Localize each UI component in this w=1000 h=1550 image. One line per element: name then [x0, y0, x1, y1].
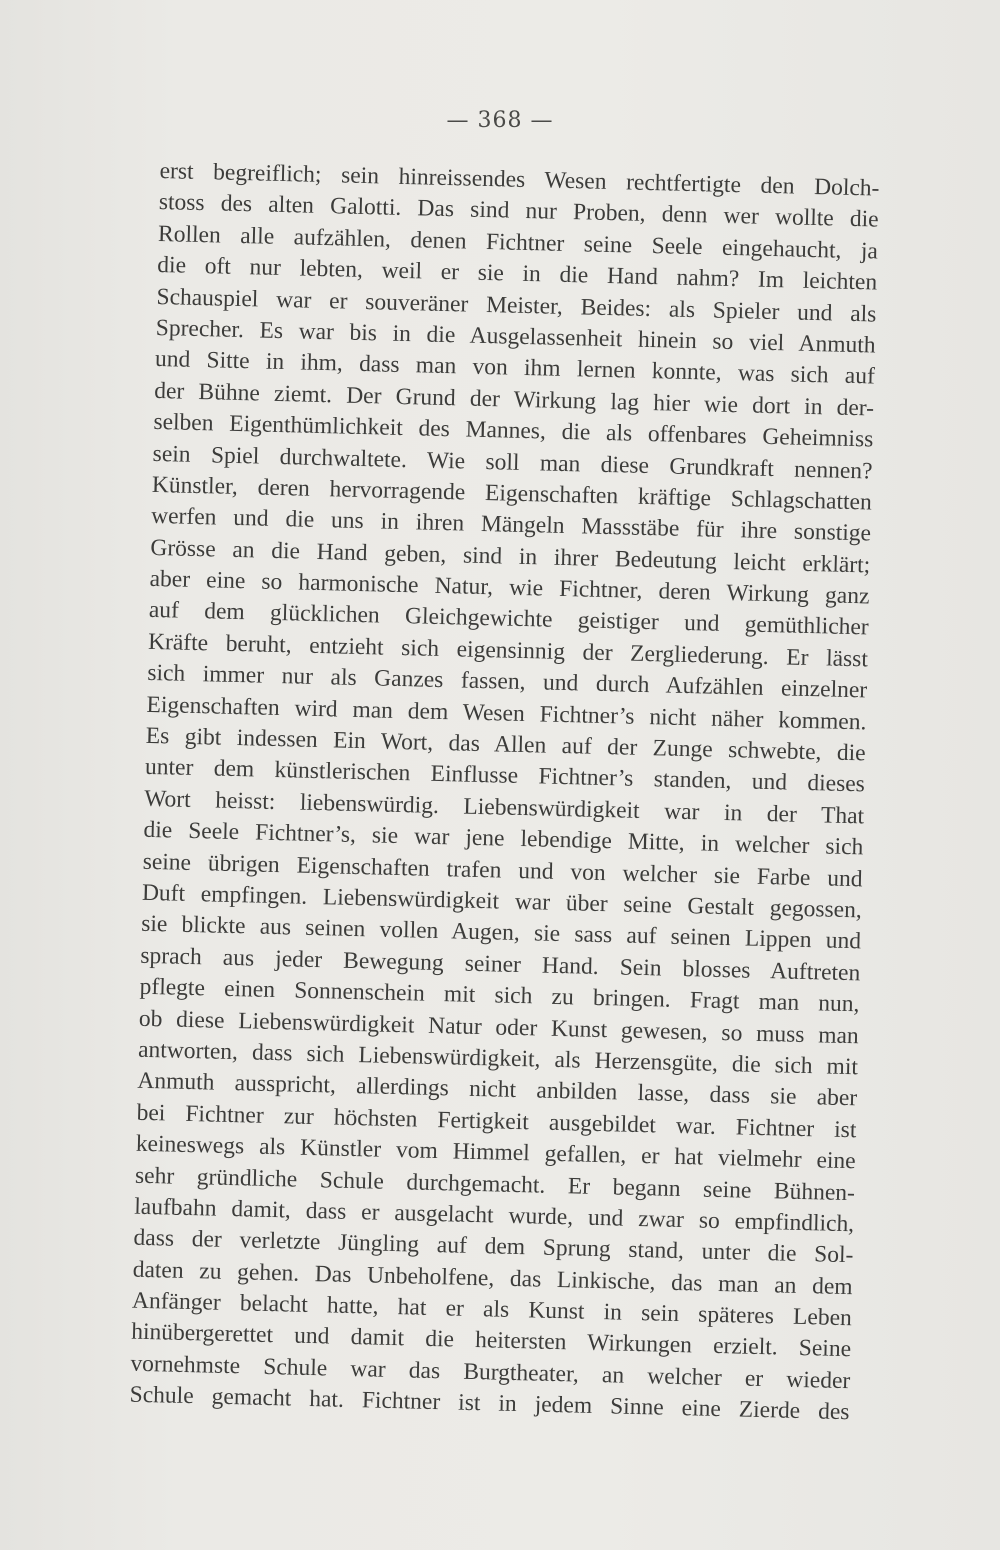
text-line: und Sitte in ihm, dass man von ihm lernen konnte, was sich auf [154, 346, 876, 390]
text-line: die Seele Fichtner’s, sie war jene lebendige Mitte, in welcher sich [143, 817, 864, 861]
text-line: Kräfte beruht, entzieht sich eigensinnig der Zergliederung. Er lässt [147, 628, 869, 673]
text-line: auf dem glücklichen Gleichgewichte geistiger und gemüthlicher [148, 597, 869, 641]
text-line: laufbahn damit, dass er ausgelacht wurde, und zwar so empfindlich, [134, 1193, 855, 1238]
text-line: unter dem künstlerischen Einflusse Fichtner’s standen, und dieses [144, 754, 866, 798]
text-line: sein Spiel durchwaltete. Wie soll man diese Grundkraft nennen? [152, 440, 873, 485]
page-body-text [129, 156, 879, 1429]
text-line: Grösse an die Hand geben, sind in ihrer Bedeutung leicht erklärt; [150, 534, 871, 579]
text-line: seine übrigen Eigenschaften trafen und von welcher sie Farbe und [142, 848, 863, 892]
text-line: sie blickte aus seinen vollen Augen, sie sass auf seinen Lippen und [140, 911, 862, 955]
text-line: Duft empfingen. Liebenswürdigkeit war über seine Gestalt gegossen, [141, 879, 863, 924]
text-line: Rollen alle aufzählen, denen Fichtner seine Seele eingehaucht, ja [157, 220, 879, 265]
text-line: antworten, dass sich Liebenswürdigkeit, als Herzensgüte, die sich mit [137, 1036, 859, 1081]
text-line: hinübergerettet und damit die heitersten Wirkungen erzielt. Seine [130, 1319, 852, 1363]
text-line: dass der verletzte Jüngling auf dem Sprung stand, unter die Sol- [133, 1224, 854, 1269]
text-line: Eigenschaften wird man dem Wesen Fichtner’s nicht näher kommen. [146, 691, 867, 736]
text-line: daten zu gehen. Das Unbeholfene, das Linkische, das man an dem [132, 1256, 853, 1300]
text-line: sehr gründliche Schule durchgemacht. Er begann seine Bühnen- [134, 1162, 856, 1206]
text-line: Es gibt indessen Ein Wort, das Allen auf der Zunge schwebte, die [145, 722, 866, 767]
text-line: erst begreiflich; sein hinreissendes Wesen rechtfertigte den Dolch- [159, 157, 880, 202]
text-line: werfen und die uns in ihren Mängeln Massstäbe für ihre sonstige [150, 503, 872, 547]
text-line: Sprecher. Es war bis in die Ausgelassenheit hinein so viel Anmuth [155, 314, 876, 359]
text-line: Schule gemacht hat. Fichtner ist in jedem Sinne eine Zierde des [129, 1381, 850, 1426]
text-line: sprach aus jeder Bewegung seiner Hand. Sein blosses Auftreten [140, 942, 861, 987]
text-line: pflegte einen Sonnenschein mit sich zu bringen. Fragt man nun, [139, 973, 860, 1018]
text-line: sich immer nur als Ganzes fassen, und durch Aufzählen einzelner [147, 660, 868, 704]
text-line: Künstler, deren hervorragende Eigenschaften kräftige Schlagschatten [151, 471, 873, 516]
text-line: keineswegs als Künstler vom Himmel gefallen, er hat vielmehr eine [135, 1130, 856, 1175]
text-line: Anfänger belacht hatte, hat er als Kunst in sein späteres Leben [131, 1287, 853, 1332]
text-line: vornehmste Schule war das Burgtheater, an welcher er wieder [130, 1350, 851, 1395]
text-line: der Bühne ziemt. Der Grund der Wirkung lag hier wie dort in der- [153, 377, 875, 422]
text-line: Schauspiel war er souveräner Meister, Beides: als Spieler und als [156, 283, 877, 328]
text-line: ob diese Liebenswürdigkeit Natur oder Kunst gewesen, so muss man [138, 1005, 860, 1049]
page-number: — 368 — [446, 108, 554, 133]
text-line: Anmuth ausspricht, allerdings nicht anbilden lasse, dass sie aber [137, 1068, 858, 1112]
text-line: stoss des alten Galotti. Das sind nur Proben, denn wer wollte die [158, 189, 879, 233]
text-line: die oft nur lebten, weil er sie in die Hand nahm? Im leichten [157, 252, 878, 296]
text-line: aber eine so harmonische Natur, wie Fichtner, deren Wirkung ganz [149, 565, 870, 610]
text-line: selben Eigenthümlichkeit des Mannes, die als offenbares Geheimniss [153, 409, 874, 453]
text-line: bei Fichtner zur höchsten Fertigkeit ausgebildet war. Fichtner ist [136, 1099, 857, 1144]
text-line: Wort heisst: liebenswürdig. Liebenswürdigkeit war in der That [143, 785, 865, 830]
